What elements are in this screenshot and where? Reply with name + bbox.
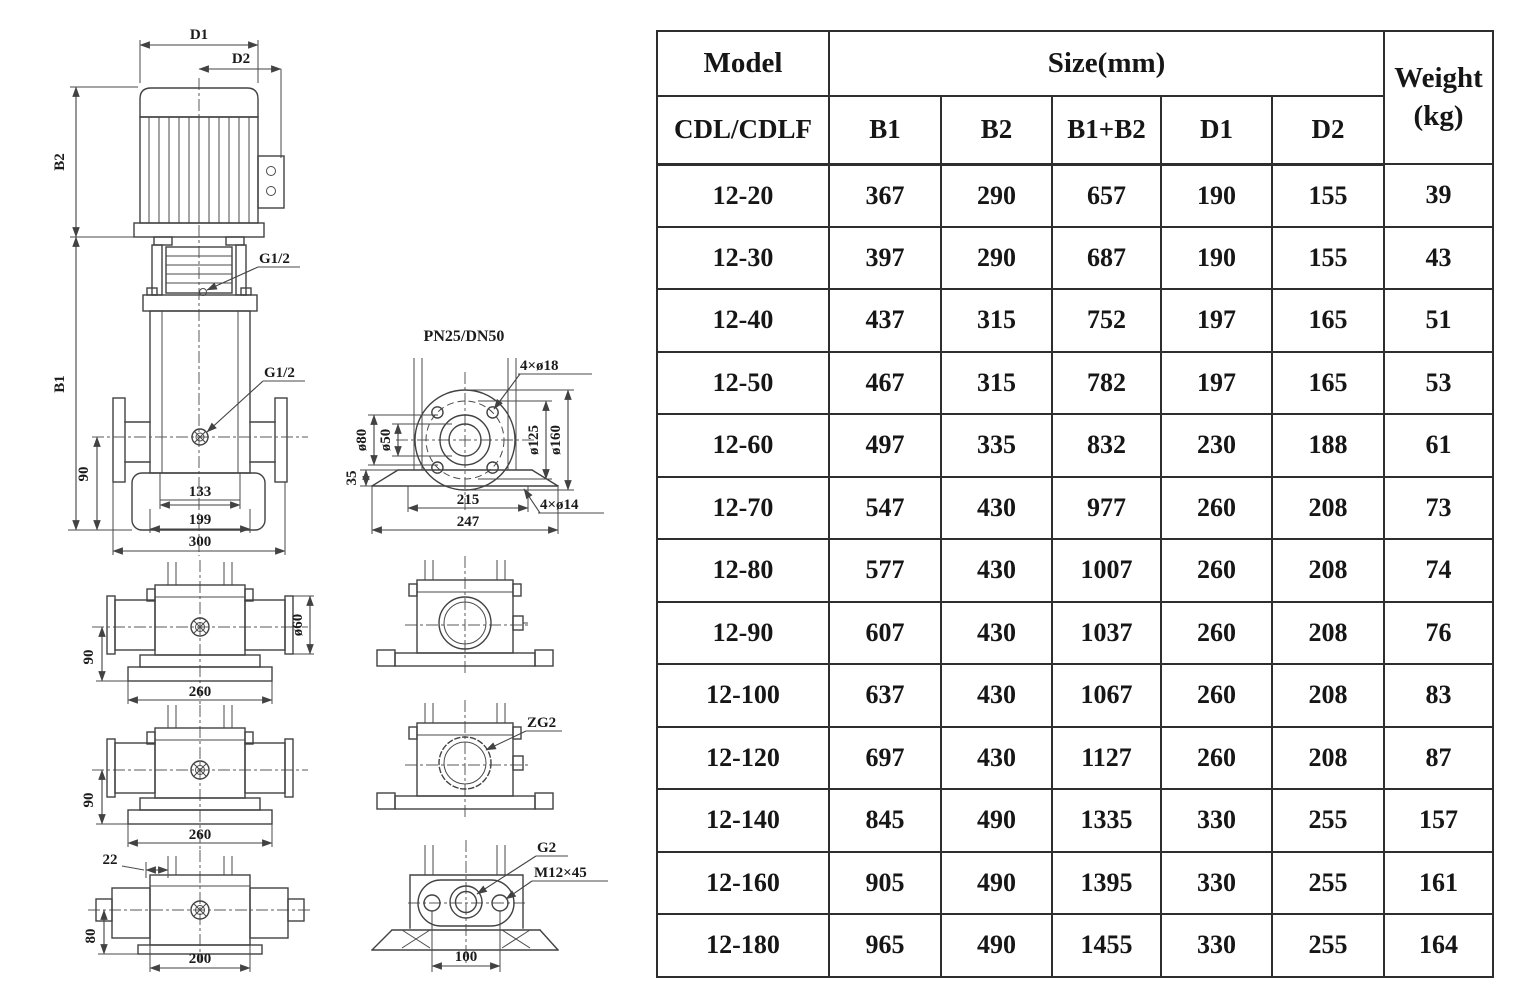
cell-b2: 430 — [941, 602, 1052, 665]
dim-label-260: 260 — [188, 827, 212, 843]
table-row — [657, 852, 1493, 915]
cell-d1: 197 — [1161, 289, 1272, 352]
cell-model: 12-70 — [657, 477, 829, 540]
cell-weight: 76 — [1384, 602, 1493, 665]
label-4x18: 4×ø18 — [520, 358, 559, 374]
dim-label-199: 199 — [188, 512, 212, 528]
cell-weight: 164 — [1384, 914, 1493, 977]
cell-b2: 430 — [941, 727, 1052, 790]
pump-section-view-1 — [81, 560, 314, 708]
table-row — [657, 227, 1493, 290]
pump-barrel — [150, 311, 250, 473]
oval-flange-view — [372, 840, 608, 972]
cell-d1: 330 — [1161, 914, 1272, 977]
cell-b2: 430 — [941, 477, 1052, 540]
cell-d1: 190 — [1161, 227, 1272, 290]
cell-model: 12-30 — [657, 227, 829, 290]
cell-model: 12-100 — [657, 664, 829, 727]
cell-weight: 161 — [1384, 852, 1493, 915]
cell-model: 12-180 — [657, 914, 829, 977]
cell-b1: 367 — [829, 164, 941, 227]
dim-label-90: 90 — [81, 792, 97, 808]
cell-b1b2: 657 — [1052, 164, 1161, 227]
cell-b1b2: 1335 — [1052, 789, 1161, 852]
cell-b2: 430 — [941, 664, 1052, 727]
port-label-g12-mid: G1/2 — [264, 365, 295, 381]
cell-weight: 43 — [1384, 227, 1493, 290]
cell-b1b2: 1037 — [1052, 602, 1161, 665]
pump-section-view-2 — [81, 705, 308, 851]
flange-title: PN25/DN50 — [423, 328, 505, 345]
table-header-row-1 — [657, 31, 1493, 96]
cell-b2: 290 — [941, 164, 1052, 227]
cell-weight: 39 — [1384, 164, 1493, 227]
cell-b1: 467 — [829, 352, 941, 415]
cell-b1: 697 — [829, 727, 941, 790]
subheader-d2: D2 — [1272, 96, 1384, 164]
cell-d2: 208 — [1272, 602, 1384, 665]
cell-b1b2: 782 — [1052, 352, 1161, 415]
port-view-1 — [377, 556, 553, 676]
table-row — [657, 352, 1493, 415]
cell-d1: 260 — [1161, 664, 1272, 727]
table-row — [657, 414, 1493, 477]
cell-weight: 73 — [1384, 477, 1493, 540]
cell-b1b2: 1007 — [1052, 539, 1161, 602]
cell-b1: 607 — [829, 602, 941, 665]
cell-weight: 51 — [1384, 289, 1493, 352]
dim-label-dia80: ø80 — [354, 428, 370, 452]
cell-b2: 315 — [941, 289, 1052, 352]
cell-d2: 208 — [1272, 664, 1384, 727]
pump-technical-drawings — [0, 0, 650, 1000]
cell-d1: 260 — [1161, 539, 1272, 602]
dim-label-35: 35 — [344, 470, 360, 486]
cell-b1: 547 — [829, 477, 941, 540]
bolt-hole — [432, 407, 443, 418]
cell-d1: 330 — [1161, 852, 1272, 915]
table-row — [657, 914, 1493, 977]
cell-b1b2: 1127 — [1052, 727, 1161, 790]
suction-flange — [113, 398, 125, 482]
thread-label-g2: G2 — [537, 840, 557, 856]
cell-model: 12-20 — [657, 164, 829, 227]
cell-d2: 208 — [1272, 477, 1384, 540]
cell-d1: 197 — [1161, 352, 1272, 415]
cell-b1: 637 — [829, 664, 941, 727]
cell-model: 12-120 — [657, 727, 829, 790]
port-label-g12-top: G1/2 — [259, 251, 290, 267]
cell-d1: 330 — [1161, 789, 1272, 852]
cell-b1b2: 752 — [1052, 289, 1161, 352]
table-row — [657, 789, 1493, 852]
header-weight — [1384, 31, 1493, 164]
table-row — [657, 602, 1493, 665]
cell-b1b2: 1455 — [1052, 914, 1161, 977]
cell-weight: 83 — [1384, 664, 1493, 727]
cell-model: 12-50 — [657, 352, 829, 415]
subheader-model: CDL/CDLF — [657, 96, 829, 164]
dim-label-dia60: ø60 — [290, 613, 306, 637]
cell-b1: 577 — [829, 539, 941, 602]
table-row — [657, 477, 1493, 540]
cell-weight: 157 — [1384, 789, 1493, 852]
dim-label-80: 80 — [83, 928, 99, 944]
table-row — [657, 289, 1493, 352]
dim-label-260: 260 — [188, 684, 212, 700]
table-row — [657, 664, 1493, 727]
cell-d1: 260 — [1161, 477, 1272, 540]
header-model: Model — [657, 31, 829, 96]
dim-label-247: 247 — [456, 514, 480, 530]
cell-d2: 255 — [1272, 852, 1384, 915]
cell-d2: 208 — [1272, 727, 1384, 790]
terminal-box — [258, 156, 284, 208]
cell-d2: 165 — [1272, 289, 1384, 352]
cell-b1: 497 — [829, 414, 941, 477]
port-view-2 — [377, 700, 562, 820]
cell-d1: 190 — [1161, 164, 1272, 227]
cell-model: 12-80 — [657, 539, 829, 602]
header-size: Size(mm) — [829, 31, 1384, 96]
cell-weight: 87 — [1384, 727, 1493, 790]
dim-label-22: 22 — [102, 852, 118, 868]
cell-weight: 53 — [1384, 352, 1493, 415]
cell-d2: 255 — [1272, 789, 1384, 852]
discharge-flange — [275, 398, 287, 482]
cell-b1b2: 977 — [1052, 477, 1161, 540]
cell-d2: 255 — [1272, 914, 1384, 977]
cell-b1b2: 1395 — [1052, 852, 1161, 915]
cell-d1: 260 — [1161, 727, 1272, 790]
dim-label-100: 100 — [454, 949, 478, 965]
cell-b2: 430 — [941, 539, 1052, 602]
cell-b2: 490 — [941, 914, 1052, 977]
cell-d2: 208 — [1272, 539, 1384, 602]
cell-model: 12-90 — [657, 602, 829, 665]
cell-b1: 845 — [829, 789, 941, 852]
cell-model: 12-60 — [657, 414, 829, 477]
dim-label-b2: B2 — [52, 153, 68, 171]
dim-label-dia50: ø50 — [378, 428, 394, 452]
table-row — [657, 164, 1493, 227]
cell-weight: 74 — [1384, 539, 1493, 602]
table-row — [657, 539, 1493, 602]
dim-label-dia125: ø125 — [526, 425, 542, 455]
cell-b2: 490 — [941, 789, 1052, 852]
header-weight-line1: Weight — [1394, 61, 1483, 94]
dim-label-dia160: ø160 — [548, 425, 564, 455]
cell-b1: 965 — [829, 914, 941, 977]
dim-label-200: 200 — [188, 951, 212, 967]
dim-label-90: 90 — [81, 649, 97, 665]
subheader-d1: D1 — [1161, 96, 1272, 164]
cell-b1b2: 1067 — [1052, 664, 1161, 727]
subheader-b1b2: B1+B2 — [1052, 96, 1161, 164]
cell-b2: 490 — [941, 852, 1052, 915]
pump-elevation-view — [52, 27, 308, 556]
cell-d1: 260 — [1161, 602, 1272, 665]
cell-b1b2: 687 — [1052, 227, 1161, 290]
cell-b1b2: 832 — [1052, 414, 1161, 477]
cell-d2: 155 — [1272, 164, 1384, 227]
thread-label-zg2: ZG2 — [527, 715, 557, 731]
subheader-b1: B1 — [829, 96, 941, 164]
bolt-hole — [487, 462, 498, 473]
cell-b1: 437 — [829, 289, 941, 352]
flange-top-view — [344, 328, 604, 534]
cell-b1: 397 — [829, 227, 941, 290]
cell-model: 12-140 — [657, 789, 829, 852]
cell-d2: 188 — [1272, 414, 1384, 477]
subheader-b2: B2 — [941, 96, 1052, 164]
dim-label-215: 215 — [456, 492, 480, 508]
cell-b2: 335 — [941, 414, 1052, 477]
cell-d1: 230 — [1161, 414, 1272, 477]
bolt-spec-label: M12×45 — [534, 865, 587, 881]
cell-d2: 165 — [1272, 352, 1384, 415]
dim-label-d1: D1 — [189, 27, 209, 43]
cell-model: 12-160 — [657, 852, 829, 915]
cell-d2: 155 — [1272, 227, 1384, 290]
dim-label-133: 133 — [188, 484, 212, 500]
table-row — [657, 727, 1493, 790]
cell-b2: 290 — [941, 227, 1052, 290]
cell-b2: 315 — [941, 352, 1052, 415]
cell-model: 12-40 — [657, 289, 829, 352]
header-weight-line2: (kg) — [1413, 99, 1464, 132]
dim-label-300: 300 — [188, 534, 212, 550]
cell-weight: 61 — [1384, 414, 1493, 477]
dim-label-d2: D2 — [231, 51, 251, 67]
label-4x14: 4×ø14 — [540, 497, 579, 513]
dimension-table — [656, 30, 1494, 978]
table-header-row-2 — [657, 96, 1493, 164]
pump-bottom-view — [83, 850, 312, 972]
dim-label-90: 90 — [76, 466, 92, 482]
cell-b1: 905 — [829, 852, 941, 915]
dim-label-b1: B1 — [52, 375, 68, 393]
